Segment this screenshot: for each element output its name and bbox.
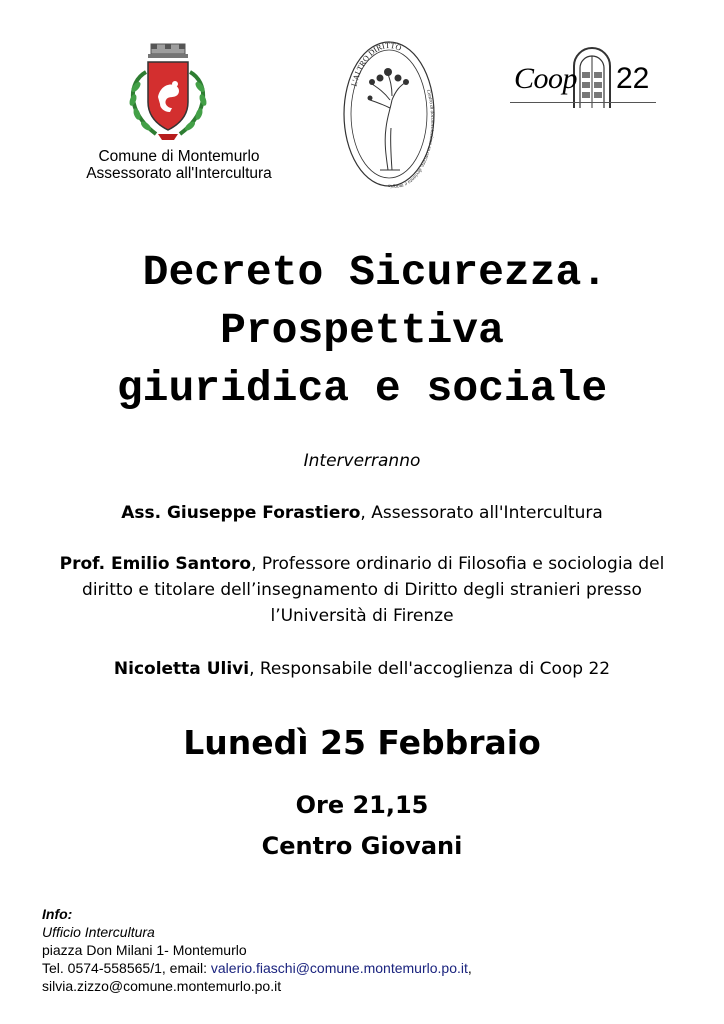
speaker-2-name: Prof. Emilio Santoro (59, 554, 252, 574)
altro-diritto-logo (340, 38, 438, 190)
event-time: Ore 21,15 (295, 791, 429, 819)
coop22-logo (510, 44, 656, 112)
coat-of-arms-icon (118, 42, 218, 142)
event-date: Lunedì 25 Febbraio (183, 723, 541, 762)
info-office: Ufficio Intercultura (42, 924, 155, 940)
oval-ring-text: Centro di documentazione su carcere, devianza e margin (387, 88, 436, 190)
title-line-2: Prospettiva (220, 306, 504, 355)
tree-icon (370, 74, 406, 170)
speaker-1 (0, 500, 724, 526)
info-block (42, 905, 472, 995)
speaker-1-role: , Assessorato all'Intercultura (360, 503, 603, 523)
speaker-1-name: Ass. Giuseppe Forastiero (121, 503, 361, 523)
coop-underline (510, 102, 656, 103)
coop-word: Coop (514, 62, 578, 95)
speaker-3-role: , Responsabile dell'accoglienza di Coop 22 (249, 659, 611, 679)
comune-header (40, 148, 318, 182)
speaker-3-name: Nicoletta Ulivi (113, 659, 250, 679)
coop-number: 22 (616, 62, 650, 95)
comune-name: Comune di Montemurlo (98, 148, 260, 165)
info-address: piazza Don Milani 1- Montemurlo (42, 942, 247, 958)
event-venue: Centro Giovani (261, 832, 463, 860)
speaker-2 (40, 551, 684, 629)
email-link-2[interactable]: silvia.zizzo@comune.montemurlo.po.it (42, 978, 282, 994)
speakers-intro: Interverranno (303, 451, 421, 471)
speaker-2-role: , Professore ordinario di Filosofia e sociologia del diritto e titolare dell’insegnamento di Diritto degli stranieri presso l’Università di Firenze (82, 554, 665, 626)
oval-top-text: L'ALTRO DIRITTO (349, 40, 403, 88)
title-line-1: Decreto Sicurezza. (116, 248, 608, 297)
page-title (0, 244, 724, 418)
info-contacts (42, 959, 472, 977)
assessorato-name: Assessorato all'Intercultura (86, 165, 272, 182)
email-separator: , (467, 960, 472, 976)
title-line-3: giuridica e sociale (116, 364, 608, 413)
speaker-3 (0, 656, 724, 682)
email-link-1[interactable]: valerio.fiaschi@comune.montemurlo.po.it (210, 960, 468, 976)
info-tel: Tel. 0574-558565/1, email: (42, 960, 211, 976)
info-label: Info: (42, 906, 73, 922)
